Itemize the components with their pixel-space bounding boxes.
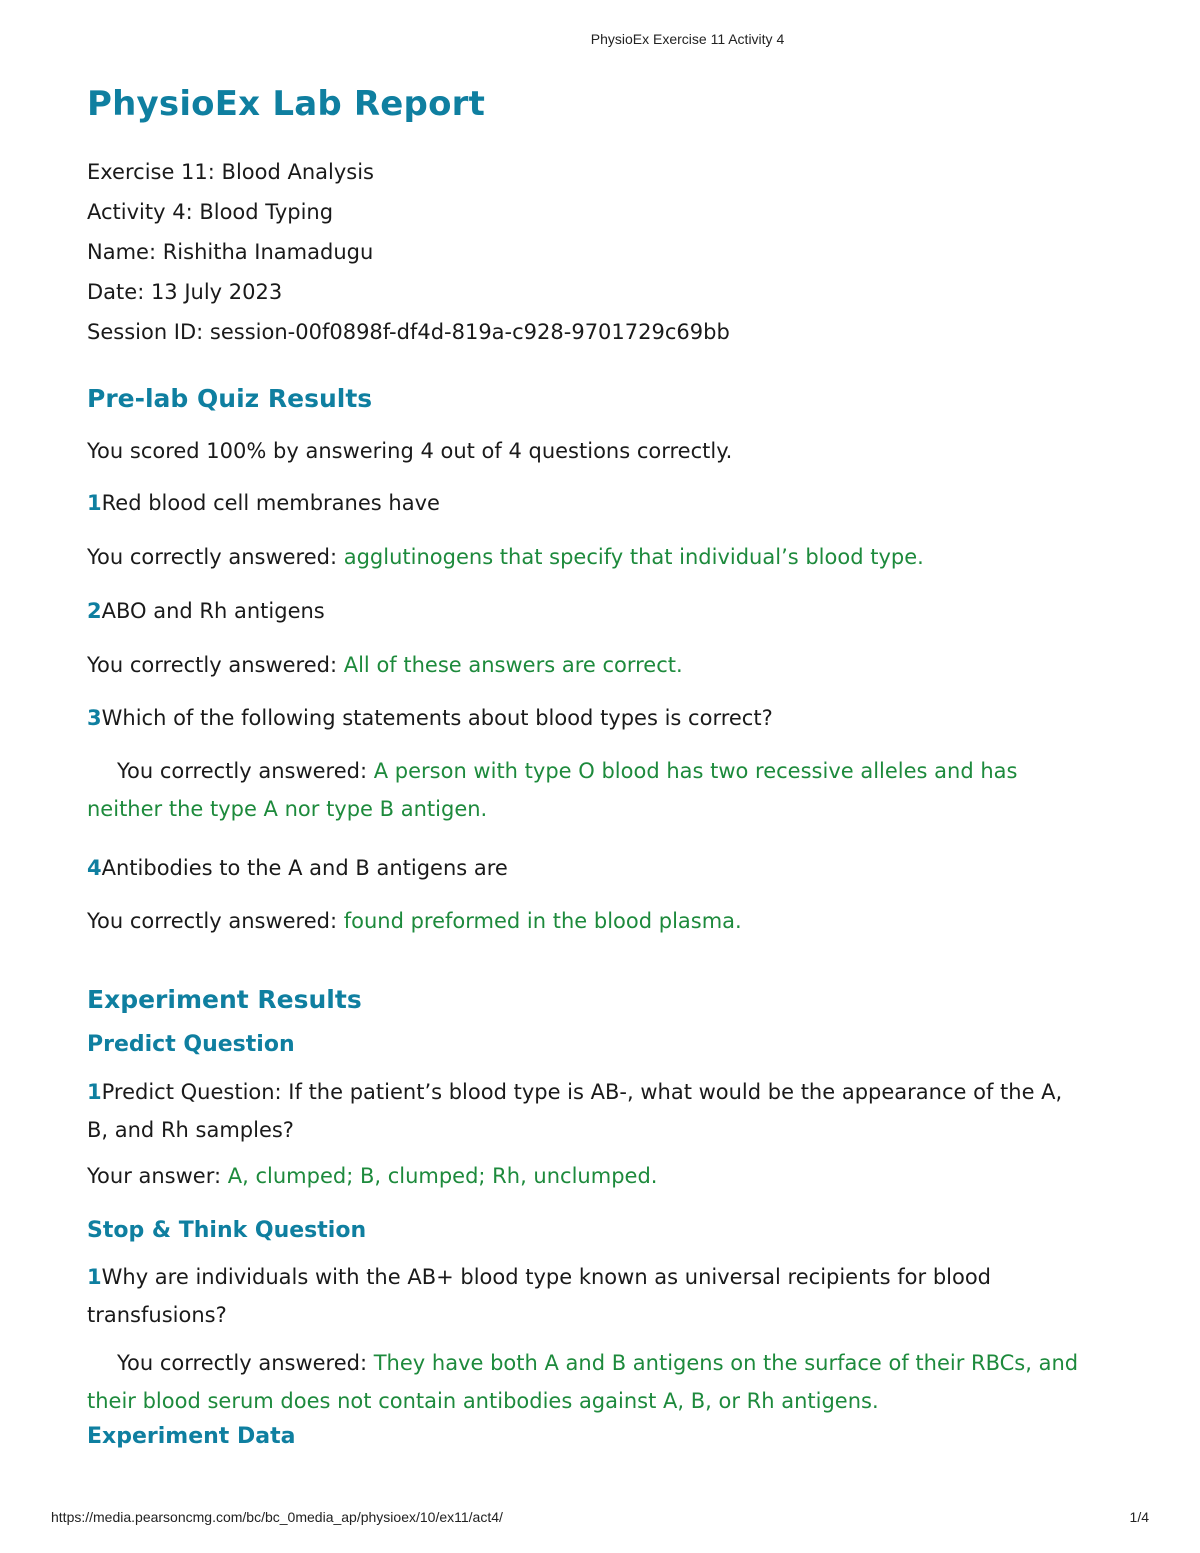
question-number: 4	[87, 856, 102, 880]
experiment-heading: Experiment Results	[87, 985, 362, 1014]
question-text: Antibodies to the A and B antigens are	[101, 856, 508, 880]
stop-think-answer	[87, 1344, 1078, 1382]
answer-prefix: Your answer:	[87, 1164, 228, 1188]
answer-text: A, clumped; B, clumped; Rh, unclumped.	[227, 1164, 658, 1188]
session-line: Session ID: session-00f0898f-df4d-819a-c928-9701729c69bb	[87, 320, 730, 344]
print-footer-page-number: 1/4	[1129, 1509, 1149, 1525]
prelab-question-3	[87, 699, 773, 737]
answer-prefix: You correctly answered:	[117, 1351, 374, 1375]
answer-prefix: You correctly answered:	[117, 759, 374, 783]
stop-think-question	[87, 1258, 991, 1296]
question-number: 1	[87, 491, 102, 515]
exercise-line: Exercise 11: Blood Analysis	[87, 160, 374, 184]
answer-prefix: You correctly answered:	[87, 909, 344, 933]
prelab-answer-3	[87, 752, 1017, 790]
answer-text: found preformed in the blood plasma.	[343, 909, 742, 933]
answer-text: agglutinogens that specify that individual’s blood type.	[343, 545, 924, 569]
prelab-score: You scored 100% by answering 4 out of 4 questions correctly.	[87, 439, 733, 463]
question-number: 1	[87, 1265, 102, 1289]
question-text: Which of the following statements about blood types is correct?	[101, 706, 773, 730]
question-text: Why are individuals with the AB+ blood type known as universal recipients for blood	[101, 1265, 992, 1289]
page-title: PhysioEx Lab Report	[87, 84, 486, 124]
prelab-answer-1	[87, 538, 924, 576]
prelab-question-4	[87, 849, 508, 887]
answer-prefix: You correctly answered:	[87, 653, 344, 677]
experiment-data-heading: Experiment Data	[87, 1424, 296, 1449]
answer-text: All of these answers are correct.	[343, 653, 683, 677]
question-number: 1	[87, 1080, 102, 1104]
stop-think-question-continued: transfusions?	[87, 1303, 227, 1327]
name-line: Name: Rishitha Inamadugu	[87, 240, 374, 264]
prelab-answer-2	[87, 646, 683, 684]
print-header: PhysioEx Exercise 11 Activity 4	[590, 31, 785, 47]
answer-text: They have both A and B antigens on the surface of their RBCs, and	[373, 1351, 1079, 1375]
question-text: ABO and Rh antigens	[101, 599, 325, 623]
prelab-question-1	[87, 484, 440, 522]
question-number: 2	[87, 599, 102, 623]
question-text: Red blood cell membranes have	[101, 491, 440, 515]
predict-question	[87, 1073, 1062, 1111]
print-footer-url: https://media.pearsoncmg.com/bc/bc_0media_ap/physioex/10/ex11/act4/	[51, 1509, 503, 1525]
stop-think-heading: Stop & Think Question	[87, 1218, 367, 1243]
predict-question-continued: B, and Rh samples?	[87, 1118, 294, 1142]
question-text: Predict Question: If the patient’s blood type is AB-, what would be the appearance of the A,	[101, 1080, 1063, 1104]
activity-line: Activity 4: Blood Typing	[87, 200, 334, 224]
prelab-question-2	[87, 592, 325, 630]
prelab-answer-4	[87, 902, 742, 940]
answer-prefix: You correctly answered:	[87, 545, 344, 569]
prelab-heading: Pre-lab Quiz Results	[87, 384, 373, 413]
predict-answer	[87, 1157, 657, 1195]
answer-text: A person with type O blood has two recessive alleles and has	[373, 759, 1018, 783]
prelab-answer-3-continued: neither the type A nor type B antigen.	[87, 797, 488, 821]
stop-think-answer-continued: their blood serum does not contain antibodies against A, B, or Rh antigens.	[87, 1389, 879, 1413]
date-line: Date: 13 July 2023	[87, 280, 283, 304]
predict-heading: Predict Question	[87, 1032, 295, 1057]
question-number: 3	[87, 706, 102, 730]
